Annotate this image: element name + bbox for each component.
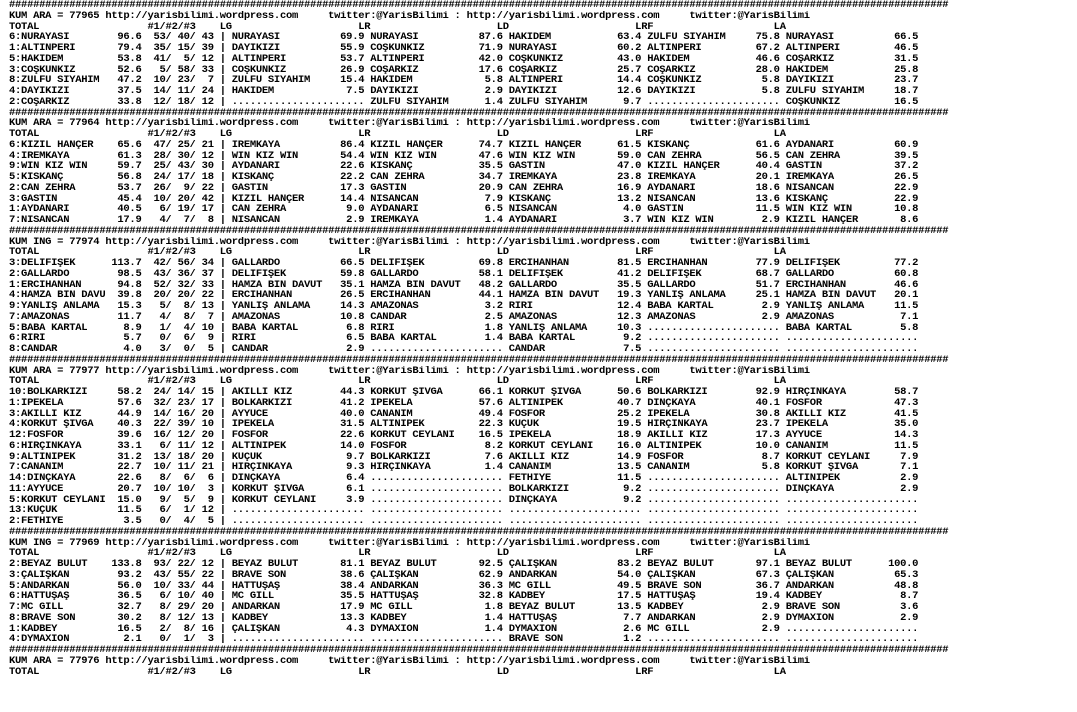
ranking-row: 4:KORKUT ŞIVGA 40.3 22/ 39/ 10 | İPEKELA 31.5 ALTINİPEK 22.3 KÜÇÜK 19.5 HIRÇINKAYA 23.7 İPEKELA 35.0 bbox=[9, 419, 919, 430]
ranking-row: 2:GALLARDO 98.5 43/ 36/ 37 | DELİFİŞEK 59.8 GALLARDO 58.1 DELİFİŞEK 41.2 DELİFİŞEK 68.7 GALLARDO 60.8 bbox=[9, 268, 919, 280]
ranking-row: 4:DYMAXION 2.1 0/ 1/ 3 | ...................... ...................... BRAVE SON 1.2 ...................... ...................... bbox=[9, 634, 919, 645]
ranking-row: 3:COŞKUNKIZ 52.6 5/ 58/ 33 | COŞKUNKIZ 26.9 COŞARKIZ 17.6 COŞARKIZ 25.7 COŞARKIZ 28.0 HAKIDEM 25.8 bbox=[9, 64, 919, 76]
ranking-row: 5:BABA KARTAL 8.9 1/ 4/ 10 | BABA KARTAL 6.8 RİRİ 1.8 YANLIŞ ANLAMA 10.3 ...................... BABA KARTAL 5.8 bbox=[9, 322, 919, 334]
column-header-line: TOTAL #1/#2/#3 LG LR LD LRF LA bbox=[9, 666, 786, 678]
section-separator: ############################################################################################################################################################ bbox=[9, 0, 949, 11]
ranking-row: 6:NURAYASI 96.6 53/ 40/ 43 | NURAYASI 69.9 NURAYASI 87.6 HAKIDEM 63.4 ZÜLFÜ SİYAHIM 75.8 NURAYASI 66.5 bbox=[9, 32, 919, 43]
ranking-row: 3:ÇALIŞKAN 93.2 43/ 55/ 22 | BRAVE SON 38.6 ÇALIŞKAN 62.9 ANDARKAN 54.0 ÇALIŞKAN 67.3 ÇALIŞKAN 65.3 bbox=[9, 569, 919, 581]
ranking-row: 6:HIRÇINKAYA 33.1 6/ 11/ 12 | ALTINİPEK 14.0 FOSFOR 8.2 KORKUT CEYLANI 16.0 ALTINİPEK 10.0 CANANIM 11.5 bbox=[9, 440, 919, 452]
column-header-line: TOTAL #1/#2/#3 LG LR LD LRF LA bbox=[9, 247, 786, 258]
ranking-row: 9:ALTINİPEK 31.2 13/ 18/ 20 | KÜÇÜK 9.7 BOLKARKIZI 7.6 AKILLI KIZ 14.9 FOSFOR 8.7 KORKUT CEYLANI 7.9 bbox=[9, 451, 919, 463]
ranking-row: 11:AYYÜCE 20.7 10/ 10/ 3 | KORKUT ŞIVGA 6.1 ...................... BOLKARKIZI 9.2 ...................... DİNÇKAYA 2.9 bbox=[9, 483, 919, 495]
race-header-line: KUM ARA = 77977 http://yarisbilimi.wordpress.com twitter:@YarisBilimi : http://yarisbilimi.wordpress.com twitter:@YarisBilimi bbox=[9, 365, 810, 377]
ranking-row: 1:AYDANARI 40.5 6/ 19/ 17 | CAN ZEHRA 9.0 AYDANARI 6.5 NİSANCAN 4.0 GASTİN 11.5 WIN KIZ WIN 10.8 bbox=[9, 204, 919, 215]
ranking-row: 1:İPEKELA 57.6 32/ 23/ 17 | BOLKARKIZI 41.2 İPEKELA 57.6 ALTINİPEK 40.7 DİNÇKAYA 40.1 FOSFOR 47.3 bbox=[9, 397, 919, 409]
ranking-row: 2:CAN ZEHRA 53.7 26/ 9/ 22 | GASTİN 17.3 GASTİN 20.9 CAN ZEHRA 16.9 AYDANARI 18.6 NİSANCAN 22.9 bbox=[9, 182, 919, 194]
column-header-line: TOTAL #1/#2/#3 LG LR LD LRF LA bbox=[9, 548, 786, 559]
ranking-row: 7:NİSANCAN 17.9 4/ 7/ 8 | NİSANCAN 2.9 İREMKAYA 1.4 AYDANARI 3.7 WIN KIZ WIN 2.9 KIZIL HANÇER 8.6 bbox=[9, 215, 919, 226]
ranking-row: 1:KADBEY 16.5 2/ 8/ 16 | ÇALIŞKAN 4.3 DYMAXION 1.4 DYMAXION 2.6 MC GILL 2.9 ...................... bbox=[9, 623, 919, 635]
ranking-row: 10:BOLKARKIZI 58.2 24/ 14/ 15 | AKILLI KIZ 44.3 KORKUT ŞIVGA 66.1 KORKUT ŞIVGA 50.6 BOLKARKIZI 92.9 HIRÇINKAYA 58.7 bbox=[9, 387, 919, 398]
race-header-line: KUM ARA = 77965 http://yarisbilimi.wordpress.com twitter:@YarisBilimi : http://yarisbilimi.wordpress.com twitter:@YarisBilimi bbox=[9, 10, 810, 22]
ranking-row: 9:WIN KIZ WIN 59.7 25/ 43/ 30 | AYDANARI 22.6 KISKANÇ 35.5 GASTİN 47.0 KIZIL HANÇER 40.4 GASTİN 37.2 bbox=[9, 161, 919, 172]
column-header-line: TOTAL #1/#2/#3 LG LR LD LRF LA bbox=[9, 129, 786, 140]
ranking-row: 5:KISKANÇ 56.8 24/ 17/ 18 | KISKANÇ 22.2 CAN ZEHRA 34.7 İREMKAYA 23.8 İREMKAYA 20.1 İREMKAYA 26.5 bbox=[9, 172, 919, 183]
column-header-line: TOTAL #1/#2/#3 LG LR LD LRF LA bbox=[9, 376, 786, 387]
ranking-row: 6:HATTUŞAŞ 36.5 6/ 10/ 40 | MC GILL 35.5 HATTUŞAŞ 32.8 KADBEY 17.5 HATTUŞAŞ 19.4 KADBEY 8.7 bbox=[9, 591, 919, 602]
ranking-row: 3:AKILLI KIZ 44.9 14/ 16/ 20 | AYYÜCE 40.0 CANANIM 49.4 FOSFOR 25.2 İPEKELA 30.8 AKILLI KIZ 41.5 bbox=[9, 408, 919, 420]
race-header-line: KUM ING = 77974 http://yarisbilimi.wordpress.com twitter:@YarisBilimi : http://yarisbilimi.wordpress.com twitter:@YarisBilimi bbox=[9, 236, 810, 248]
ranking-row: 2:FETHİYE 3.5 0/ 4/ 5 | ...................... ...................... ...................... ...................... ...................... bbox=[9, 516, 919, 527]
column-header-line: TOTAL #1/#2/#3 LG LR LD LRF LA bbox=[9, 21, 786, 33]
ranking-row: 4:DAYIKIZI 37.5 14/ 11/ 24 | HAKIDEM 7.5 DAYIKIZI 2.9 DAYIKIZI 12.6 DAYIKIZI 5.8 ZÜLFÜ SİYAHIM 18.7 bbox=[9, 86, 919, 97]
ranking-row: 7:CANANIM 22.7 10/ 11/ 21 | HIRÇINKAYA 9.3 HIRÇINKAYA 1.4 CANANIM 13.5 CANANIM 5.8 KORKUT ŞIVGA 7.1 bbox=[9, 462, 919, 473]
ranking-row: 8:ZÜLFÜ SİYAHIM 47.2 10/ 23/ 7 | ZÜLFÜ SİYAHIM 15.4 HAKIDEM 5.8 ALTINPERİ 14.4 COŞKUNKIZ 5.8 DAYIKIZI 23.7 bbox=[9, 75, 919, 86]
ranking-row: 1:ALTINPERİ 79.4 35/ 15/ 39 | DAYIKIZI 55.9 COŞKUNKIZ 71.9 NURAYASI 60.2 ALTINPERİ 67.2 ALTINPERİ 46.5 bbox=[9, 43, 919, 54]
section-separator: ############################################################################################################################################################ bbox=[9, 107, 949, 119]
section-separator: ############################################################################################################################################################ bbox=[9, 526, 949, 538]
ranking-row: 4:İREMKAYA 61.3 28/ 30/ 12 | WIN KIZ WIN 54.4 WIN KIZ WIN 47.6 WIN KIZ WIN 59.0 CAN ZEHRA 56.5 CAN ZEHRA 39.5 bbox=[9, 150, 919, 162]
ranking-row: 3:GASTİN 45.4 10/ 20/ 42 | KIZIL HANÇER 14.4 NİSANCAN 7.9 KISKANÇ 13.2 NİSANCAN 13.6 KISKANÇ 22.9 bbox=[9, 193, 919, 205]
ranking-row: 8:CANDAR 4.0 3/ 0/ 5 | CANDAR 2.9 ...................... CANDAR 7.5 ...................... ...................... bbox=[9, 344, 919, 355]
ranking-row: 3:DELİFİŞEK 113.7 42/ 56/ 34 | GALLARDO 66.5 DELİFİŞEK 69.8 ERCİHANHAN 81.5 ERCİHANHAN 77.9 DELİFİŞEK 77.2 bbox=[9, 258, 919, 269]
section-separator: ############################################################################################################################################################ bbox=[9, 225, 949, 237]
ranking-row: 14:DİNÇKAYA 22.6 8/ 6/ 6 | DİNÇKAYA 6.4 ...................... FETHİYE 11.5 ...................... ALTINİPEK 2.9 bbox=[9, 473, 919, 484]
ranking-row: 2:BEYAZ BULUT 133.8 93/ 22/ 12 | BEYAZ BULUT 81.1 BEYAZ BULUT 92.5 ÇALIŞKAN 83.2 BEYAZ BULUT 97.1 BEYAZ BULUT 100.0 bbox=[9, 559, 919, 570]
ranking-row: 5:HAKIDEM 53.8 41/ 5/ 12 | ALTINPERİ 53.7 ALTINPERİ 42.0 COŞKUNKIZ 43.0 HAKIDEM 46.6 COŞARKIZ 31.5 bbox=[9, 53, 919, 65]
ranking-row: 13:KÜÇÜK 11.5 6/ 1/ 12 | ...................... ...................... ...................... ...................... ...................... bbox=[9, 505, 919, 516]
section-separator: ############################################################################################################################################################ bbox=[9, 354, 949, 366]
ranking-row: 5:ANDARKAN 56.0 10/ 33/ 44 | HATTUŞAŞ 38.4 ANDARKAN 36.3 MC GILL 49.5 BRAVE SON 36.7 ANDARKAN 48.8 bbox=[9, 580, 919, 592]
race-header-line: KUM ING = 77969 http://yarisbilimi.wordpress.com twitter:@YarisBilimi : http://yarisbilimi.wordpress.com twitter:@YarisBilimi bbox=[9, 537, 810, 549]
ranking-row: 6:KIZIL HANÇER 65.6 47/ 25/ 21 | İREMKAYA 86.4 KIZIL HANÇER 74.7 KIZIL HANÇER 61.5 KISKANÇ 61.6 AYDANARI 60.9 bbox=[9, 139, 919, 151]
ranking-row: 2:COŞARKIZ 33.8 12/ 18/ 12 | ...................... ZÜLFÜ SİYAHIM 1.4 ZÜLFÜ SİYAHIM 9.7 ...................... COŞKUNKIZ 16.5 bbox=[9, 96, 919, 108]
ranking-row: 12:FOSFOR 39.6 16/ 12/ 20 | FOSFOR 22.6 KORKUT CEYLANI 16.5 İPEKELA 18.9 AKILLI KIZ 17.3 AYYÜCE 14.3 bbox=[9, 430, 919, 441]
ranking-row: 6:RİRİ 5.7 0/ 6/ 9 | RİRİ 6.5 BABA KARTAL 1.4 BABA KARTAL 9.2 ...................... ...................... bbox=[9, 333, 919, 344]
ranking-row: 1:ERCİHANHAN 94.8 52/ 32/ 33 | HAMZA BIN DAVUT 35.1 HAMZA BIN DAVUT 48.2 GALLARDO 35.5 GALLARDO 51.7 ERCİHANHAN 46.6 bbox=[9, 279, 919, 291]
section-separator: ############################################################################################################################################################ bbox=[9, 645, 949, 656]
ranking-row: 7:AMAZONAS 11.7 4/ 8/ 7 | AMAZONAS 10.8 CANDAR 2.5 AMAZONAS 12.3 AMAZONAS 2.9 AMAZONAS 7.1 bbox=[9, 311, 919, 323]
ranking-row: 7:MC GILL 32.7 8/ 29/ 20 | ANDARKAN 17.9 MC GILL 1.8 BEYAZ BULUT 13.5 KADBEY 2.9 BRAVE SON 3.6 bbox=[9, 602, 919, 613]
ranking-row: 4:HAMZA BIN DAVU 39.8 20/ 20/ 22 | ERCİHANHAN 26.5 ERCİHANHAN 44.1 HAMZA BIN DAVUT 19.3 YANLIŞ ANLAMA 25.1 HAMZA BIN DAVUT 20.1 bbox=[9, 290, 919, 301]
race-header-line: KUM ARA = 77976 http://yarisbilimi.wordpress.com twitter:@YarisBilimi : http://yarisbilimi.wordpress.com twitter:@YarisBilimi bbox=[9, 655, 810, 667]
race-header-line: KUM ARA = 77964 http://yarisbilimi.wordpress.com twitter:@YarisBilimi : http://yarisbilimi.wordpress.com twitter:@YarisBilimi bbox=[9, 118, 810, 129]
ranking-row: 8:BRAVE SON 30.2 8/ 12/ 13 | KADBEY 13.3 KADBEY 1.4 HATTUŞAŞ 7.7 ANDARKAN 2.9 DYMAXION 2.9 bbox=[9, 612, 919, 624]
ranking-row: 5:KORKUT CEYLANI 15.0 9/ 5/ 9 | KORKUT CEYLANI 3.9 ...................... DİNÇKAYA 9.2 ...................... ...................... bbox=[9, 494, 919, 506]
ranking-row: 9:YANLIŞ ANLAMA 15.3 5/ 8/ 13 | YANLIŞ ANLAMA 14.3 AMAZONAS 3.2 RİRİ 12.4 BABA KARTAL 2.9 YANLIŞ ANLAMA 11.5 bbox=[9, 301, 919, 312]
